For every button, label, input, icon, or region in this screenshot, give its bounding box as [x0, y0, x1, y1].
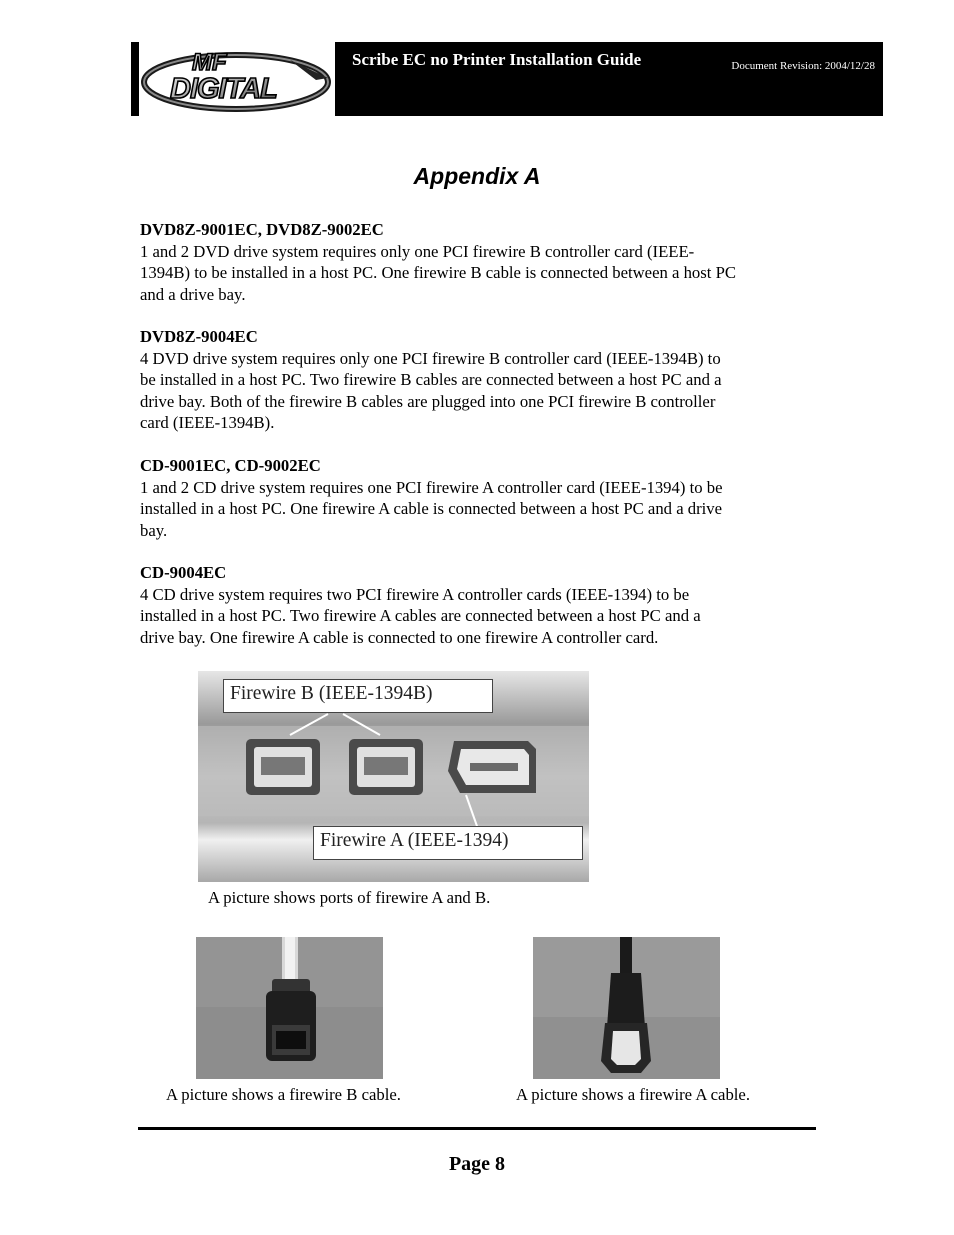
firewire-b-cable-photo — [196, 937, 383, 1079]
header-band — [335, 42, 883, 116]
footer-rule — [138, 1127, 816, 1130]
cable-b-caption: A picture shows a firewire B cable. — [166, 1085, 401, 1104]
cable-a-caption: A picture shows a firewire A cable. — [516, 1085, 751, 1104]
firewire-ports-photo — [198, 671, 589, 882]
page-title: Appendix A — [413, 163, 541, 189]
label-firewire-a: Firewire A (IEEE-1394) — [313, 826, 583, 860]
section-line: 4 CD drive system requires two PCI firewire A controller cards (IEEE-1394) to be — [140, 584, 690, 604]
firewire-b-cable-image — [196, 937, 383, 1079]
section-cd-4 — [140, 562, 830, 648]
document-revision: Document Revision: 2004/12/28 — [731, 60, 875, 72]
section-line: 1 and 2 DVD drive system requires only one PCI firewire B controller card (IEEE- — [140, 241, 695, 261]
section-dvd-4 — [140, 326, 830, 434]
section-cd-1-2 — [140, 455, 830, 541]
document-title: Scribe EC no Printer Installation Guide — [352, 50, 642, 69]
section-line: 1 and 2 CD drive system requires one PCI firewire A controller card (IEEE-1394) to be — [140, 477, 723, 497]
section-line: drive bay. Both of the firewire B cables are plugged into one PCI firewire B controller — [140, 391, 716, 411]
section-line: and a drive bay. — [140, 284, 246, 304]
section-line: 4 DVD drive system requires only one PCI firewire B controller card (IEEE-1394B) to — [140, 348, 721, 368]
page-number: Page 8 — [448, 1153, 506, 1175]
firewire-a-cable-photo — [533, 937, 720, 1079]
section-line: drive bay. One firewire A cable is connected to one firewire A controller card. — [140, 627, 659, 647]
section-line: be installed in a host PC. Two firewire B cables are connected between a host PC and a — [140, 370, 722, 390]
section-heading: CD-9001EC, CD-9002EC — [140, 456, 321, 475]
section-line: bay. — [140, 520, 168, 540]
firewire-a-cable-image — [533, 937, 720, 1079]
header-left-bar — [131, 42, 139, 116]
section-line: card (IEEE-1394B). — [140, 413, 275, 433]
section-line: 1394B) to be installed in a host PC. One firewire B cable is connected between a host PC — [140, 263, 736, 283]
svg-text:MF: MF — [192, 49, 227, 76]
section-line: installed in a host PC. Two firewire A cables are connected between a host PC and a — [140, 606, 701, 626]
svg-text:DIGITAL: DIGITAL — [170, 73, 277, 105]
section-heading: DVD8Z-9004EC — [140, 327, 258, 346]
mf-digital-logo — [140, 44, 332, 114]
section-heading: DVD8Z-9001EC, DVD8Z-9002EC — [140, 220, 384, 239]
label-firewire-b: Firewire B (IEEE-1394B) — [223, 679, 493, 713]
section-line: installed in a host PC. One firewire A cable is connected between a host PC and a drive — [140, 499, 723, 519]
section-heading: CD-9004EC — [140, 563, 227, 582]
section-dvd-1-2 — [140, 219, 830, 305]
ports-caption: A picture shows ports of firewire A and B. — [208, 888, 491, 907]
